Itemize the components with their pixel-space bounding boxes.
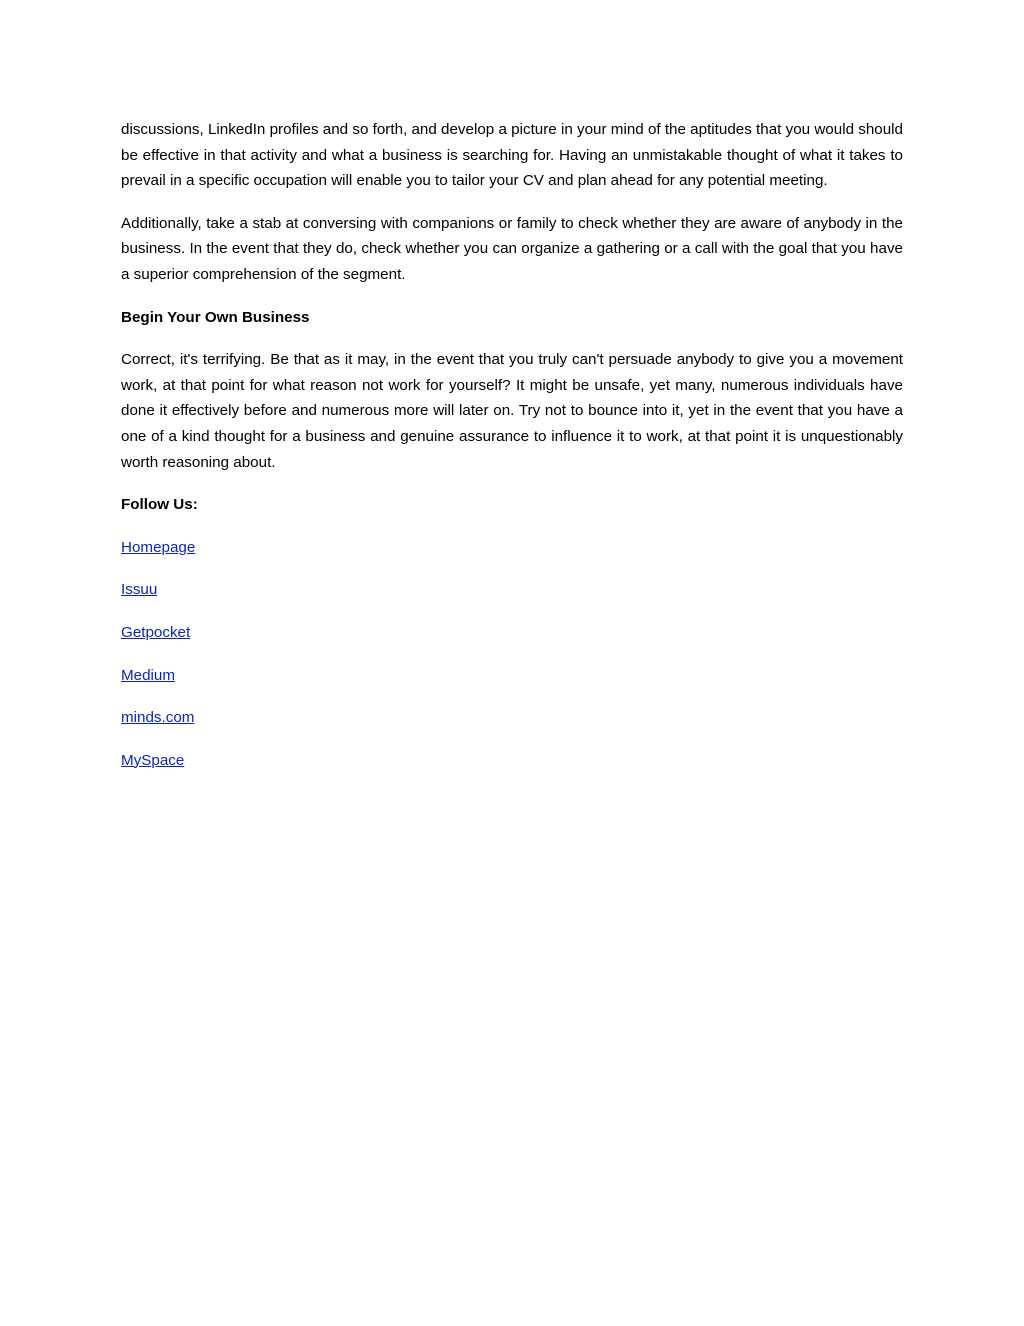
list-item [121, 748, 903, 774]
follow-links-list [121, 535, 903, 774]
link-issuu[interactable]: Issuu [121, 581, 158, 599]
link-getpocket[interactable]: Getpocket [121, 623, 191, 641]
list-item [121, 620, 903, 646]
link-myspace[interactable]: MySpace [121, 751, 185, 769]
link-minds[interactable]: minds.com [121, 709, 195, 727]
list-item [121, 663, 903, 689]
heading-follow-us: Follow Us: [121, 496, 198, 514]
heading-begin-own-business: Begin Your Own Business [121, 308, 310, 326]
paragraph-research: discussions, LinkedIn profiles and so forth, and develop a picture in your mind of the aptitudes that you would should be effective in that activity and what a business is searching for. Having an unmistakable thought of what it takes to prevail in a specific occupation will enable you to tailor your CV and plan ahead for any potential meeting. [121, 121, 903, 190]
link-medium[interactable]: Medium [121, 666, 176, 684]
document-page [121, 117, 903, 790]
list-item [121, 535, 903, 561]
list-item [121, 705, 903, 731]
link-homepage[interactable]: Homepage [121, 538, 196, 556]
paragraph-contacts: Additionally, take a stab at conversing with companions or family to check whether they are aware of anybody in the business. In the event that they do, check whether you can organize a gathering or a call with the goal that you have a superior comprehension of the segment. [121, 214, 903, 283]
list-item [121, 577, 903, 603]
paragraph-own-business: Correct, it's terrifying. Be that as it may, in the event that you truly can't persuade anybody to give you a movement work, at that point for what reason not work for yourself? It might be unsafe, yet many, numerous individuals have done it effectively before and numerous more will later on. Try not to bounce into it, yet in the event that you have a one of a kind thought for a business and genuine assurance to influence it to work, at that point it is unquestionably worth reasoning about. [121, 351, 903, 471]
